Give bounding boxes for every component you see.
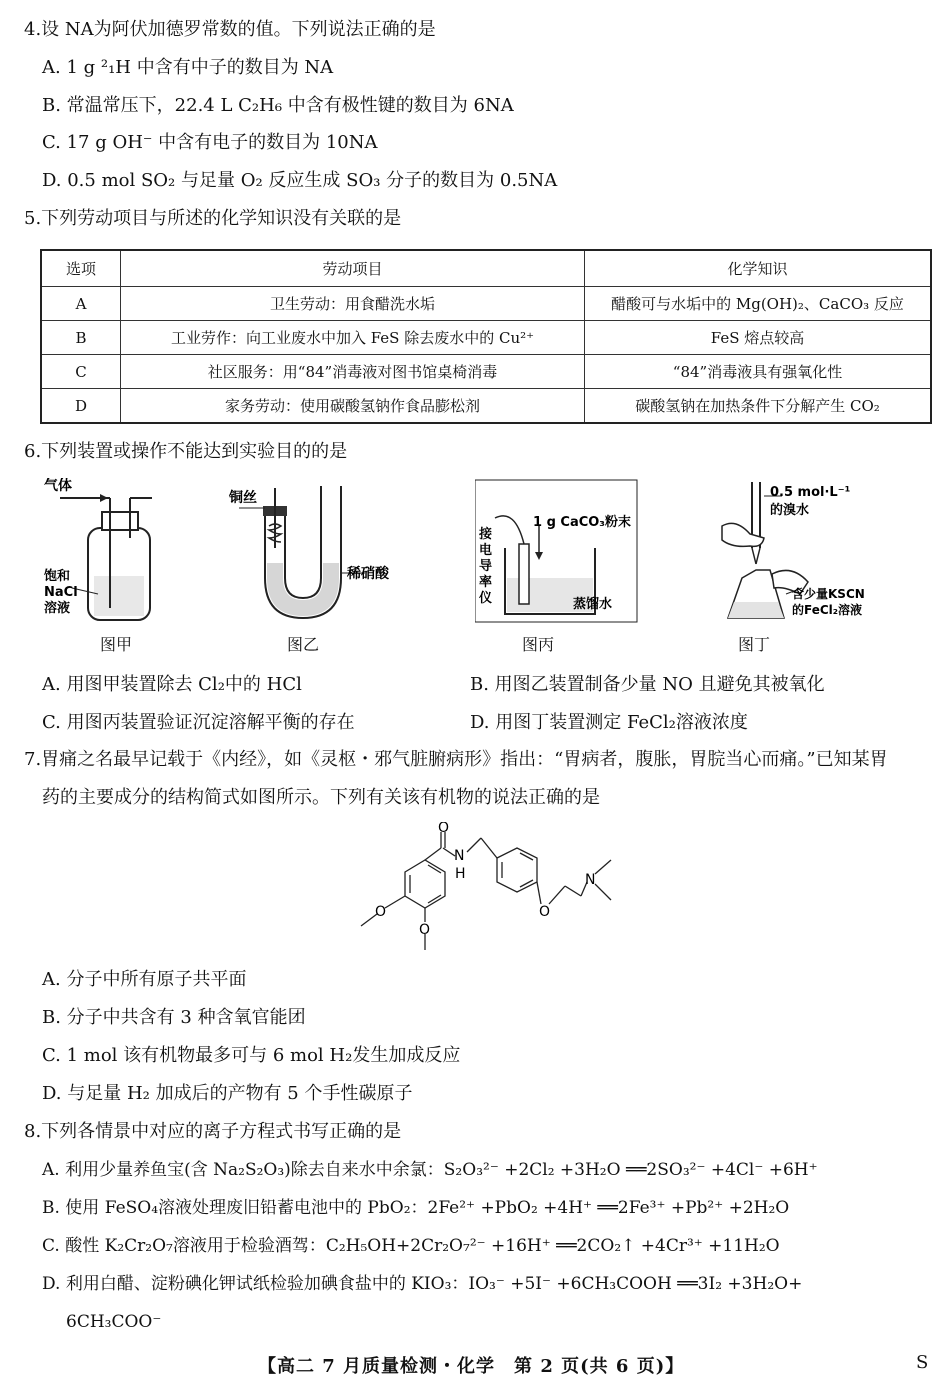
q4-option-c: C. 17 g OH⁻ 中含有电子的数目为 10NA bbox=[42, 132, 378, 153]
atom-n-amide: N bbox=[454, 848, 465, 864]
q6-option-b: B. 用图乙装置制备少量 NO 且避免其被氧化 bbox=[470, 674, 825, 695]
wire-label: 铜丝 bbox=[229, 490, 257, 506]
figure-jia-gas-washing-bottle bbox=[40, 478, 160, 626]
q8-option-b: B. 使用 FeSO₄溶液处理废旧铅蓄电池中的 PbO₂：2Fe²⁺ +PbO₂ +4H⁺ ══2Fe³⁺ +Pb²⁺ +2H₂O bbox=[42, 1198, 790, 1218]
figure-yi-caption: 图乙 bbox=[287, 635, 320, 654]
table-row bbox=[41, 321, 931, 355]
q6-option-a: A. 用图甲装置除去 Cl₂中的 HCl bbox=[42, 674, 302, 695]
atom-n-amine: N bbox=[585, 872, 596, 888]
sol-label-3: 溶液 bbox=[44, 601, 71, 616]
q8-option-a: A. 利用少量养鱼宝(含 Na₂S₂O₃)除去自来水中余氯：S₂O₃²⁻ +2Cl₂ +3H₂O ══2SO₃²⁻ +4Cl⁻ +6H⁺ bbox=[42, 1160, 818, 1180]
q4-option-a: A. 1 g ²₁H 中含有中子的数目为 NA bbox=[42, 57, 334, 78]
table-cell: B bbox=[41, 321, 121, 355]
atom-o-carbonyl: O bbox=[438, 822, 450, 836]
atom-o-methoxy-2: O bbox=[419, 922, 431, 938]
atom-o-ether: O bbox=[539, 904, 551, 920]
figure-ding-caption: 图丁 bbox=[738, 635, 771, 654]
q6-stem: 6.下列装置或操作不能达到实验目的的是 bbox=[24, 441, 348, 462]
table-cell: 社区服务：用“84”消毒液对图书馆桌椅消毒 bbox=[121, 355, 585, 389]
powder-label: 1 g CaCO₃粉末 bbox=[533, 515, 632, 530]
table-cell: FeS 熔点较高 bbox=[585, 321, 932, 355]
figure-ding-titration bbox=[712, 478, 887, 626]
atom-h-amide: H bbox=[455, 866, 466, 882]
q5-stem: 5.下列劳动项目与所述的化学知识没有关联的是 bbox=[24, 208, 402, 229]
figure-yi-u-tube bbox=[225, 478, 400, 626]
q7-option-b: B. 分子中共含有 3 种含氧官能团 bbox=[42, 1007, 306, 1028]
q4-stem: 4.设 NA为阿伏加德罗常数的值。下列说法正确的是 bbox=[24, 19, 436, 40]
table-header-row bbox=[41, 250, 931, 287]
figure-bing-conductivity bbox=[475, 478, 640, 626]
figure-bing-caption: 图丙 bbox=[522, 635, 555, 654]
q8-option-c: C. 酸性 K₂Cr₂O₇溶液用于检验酒驾：C₂H₅OH+2Cr₂O₇²⁻ +16H⁺ ══2CO₂↑ +4Cr³⁺ +11H₂O bbox=[42, 1236, 780, 1256]
q7-option-c: C. 1 mol 该有机物最多可与 6 mol H₂发生加成反应 bbox=[42, 1045, 461, 1066]
corner-mark: S bbox=[916, 1352, 929, 1373]
table-cell: 醋酸可与水垢中的 Mg(OH)₂、CaCO₃ 反应 bbox=[585, 287, 932, 321]
q7-option-a: A. 分子中所有原子共平面 bbox=[42, 969, 247, 990]
meter-label-2: 电 bbox=[479, 543, 493, 558]
sol-label-1: 饱和 bbox=[44, 569, 71, 584]
page-footer: 【高二 7 月质量检测・化学 第 2 页(共 6 页)】 bbox=[258, 1356, 685, 1377]
table-cell: A bbox=[41, 287, 121, 321]
table-cell: 卫生劳动：用食醋洗水垢 bbox=[121, 287, 585, 321]
ding-sol-label-2: 的FeCl₂溶液 bbox=[792, 603, 863, 617]
q6-option-d: D. 用图丁装置测定 FeCl₂溶液浓度 bbox=[470, 712, 748, 733]
header-option: 选项 bbox=[41, 250, 121, 287]
conc-label: 0.5 mol·L⁻¹ bbox=[770, 485, 851, 500]
table-row bbox=[41, 355, 931, 389]
acid-label: 稀硝酸 bbox=[347, 566, 389, 582]
header-knowledge: 化学知识 bbox=[585, 250, 932, 287]
table-row bbox=[41, 287, 931, 321]
sol-label-2: NaCl bbox=[44, 585, 78, 600]
meter-label-5: 仪 bbox=[479, 591, 493, 606]
ding-sol-label-1: 含少量KSCN bbox=[792, 587, 865, 601]
q5-table bbox=[40, 249, 932, 424]
table-cell: 工业劳作：向工业废水中加入 FeS 除去废水中的 Cu²⁺ bbox=[121, 321, 585, 355]
water-label: 蒸馏水 bbox=[573, 597, 613, 612]
br-label: 的溴水 bbox=[770, 503, 810, 518]
table-cell: “84”消毒液具有强氧化性 bbox=[585, 355, 932, 389]
table-cell: D bbox=[41, 389, 121, 424]
q4-option-b: B. 常温常压下，22.4 L C₂H₆ 中含有极性键的数目为 6NA bbox=[42, 95, 514, 116]
atom-o-methoxy-1: O bbox=[375, 904, 387, 920]
table-row bbox=[41, 389, 931, 424]
q7-structure-formula bbox=[355, 822, 625, 957]
q6-option-c: C. 用图丙装置验证沉淀溶解平衡的存在 bbox=[42, 712, 355, 733]
figure-jia-caption: 图甲 bbox=[100, 635, 133, 654]
q8-option-d-line-1: D. 利用白醋、淀粉碘化钾试纸检验加碘食盐中的 KIO₃：IO₃⁻ +5I⁻ +6CH₃COOH ══3I₂ +3H₂O+ bbox=[42, 1274, 803, 1294]
q7-option-d: D. 与足量 H₂ 加成后的产物有 5 个手性碳原子 bbox=[42, 1083, 413, 1104]
q7-stem-line-2: 药的主要成分的结构简式如图所示。下列有关该有机物的说法正确的是 bbox=[42, 787, 600, 808]
gas-label: 气体 bbox=[44, 478, 72, 494]
meter-label-3: 导 bbox=[479, 559, 493, 574]
table-cell: 家务劳动：使用碳酸氢钠作食品膨松剂 bbox=[121, 389, 585, 424]
header-labor: 劳动项目 bbox=[121, 250, 585, 287]
meter-label-1: 接 bbox=[479, 527, 493, 542]
meter-label-4: 率 bbox=[479, 575, 493, 590]
q4-option-d: D. 0.5 mol SO₂ 与足量 O₂ 反应生成 SO₃ 分子的数目为 0.5NA bbox=[42, 170, 558, 191]
table-cell: 碳酸氢钠在加热条件下分解产生 CO₂ bbox=[585, 389, 932, 424]
q7-stem-line-1: 7.胃痛之名最早记载于《内经》，如《灵枢・邪气脏腑病形》指出：“胃病者，腹胀，胃脘当心而痛。”已知某胃 bbox=[24, 749, 888, 770]
table-cell: C bbox=[41, 355, 121, 389]
q8-option-d-line-2: 6CH₃COO⁻ bbox=[66, 1312, 162, 1332]
q8-stem: 8.下列各情景中对应的离子方程式书写正确的是 bbox=[24, 1121, 402, 1142]
